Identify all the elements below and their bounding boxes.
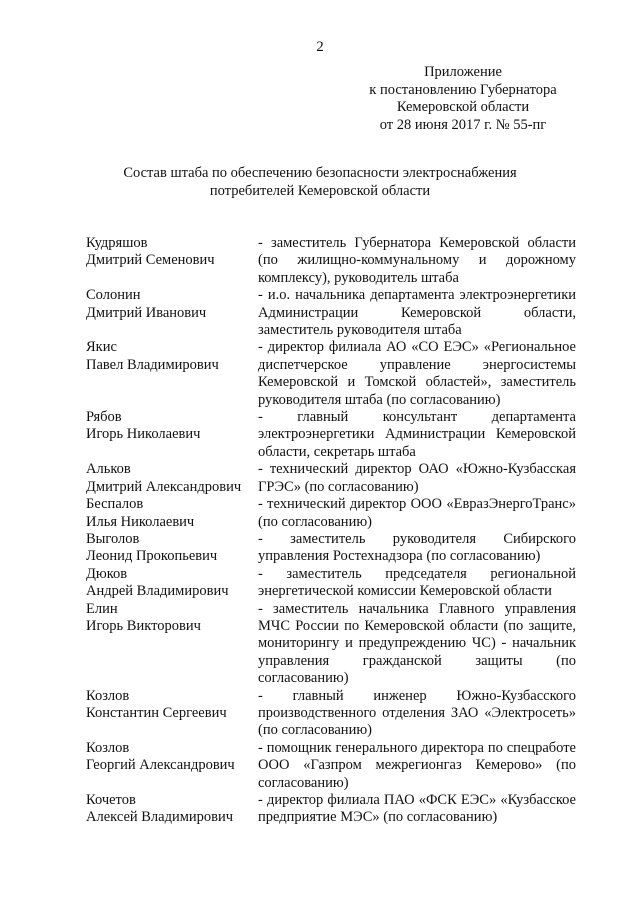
- member-entry: [86, 461, 576, 496]
- member-name: [86, 740, 258, 792]
- member-role: - и.о. начальника департамента электроэнергетики Администрации Кемеровской области, заместитель руководителя штаба: [258, 287, 576, 339]
- member-surname: Кочетов: [86, 792, 136, 808]
- member-name: [86, 601, 258, 688]
- appendix-line: от 28 июня 2017 г. № 55-пг: [379, 116, 547, 133]
- member-role: - технический директор ОАО «Южно-Кузбасская ГРЭС» (по согласованию): [258, 461, 576, 495]
- member-entry: [86, 287, 576, 339]
- title-line: Состав штаба по обеспечению безопасности электроснабжения: [123, 165, 517, 181]
- member-surname: Кудряшов: [86, 235, 148, 251]
- member-surname: Елин: [86, 600, 118, 617]
- member-given-name: Дмитрий Семенович: [86, 252, 215, 269]
- document-title: [90, 164, 550, 200]
- member-name: [86, 339, 258, 409]
- member-surname: Альков: [86, 461, 131, 478]
- member-given-name: Георгий Александрович: [86, 757, 235, 774]
- member-surname: Дюков: [86, 565, 128, 582]
- member-entry: [86, 601, 576, 688]
- member-entry: [86, 792, 576, 827]
- member-name: [86, 409, 258, 461]
- member-entry: [86, 409, 576, 461]
- member-surname: Выголов: [86, 530, 140, 547]
- member-surname: Рябов: [86, 409, 122, 426]
- title-line: потребителей Кемеровской области: [209, 183, 431, 199]
- member-surname: Солонин: [86, 287, 141, 304]
- member-role: - заместитель Губернатора Кемеровской области (по жилищно-коммунальному и дорожному комплексу), руководитель штаба: [258, 235, 576, 286]
- member-surname: Беспалов: [86, 496, 144, 513]
- member-given-name: Дмитрий Иванович: [86, 304, 207, 321]
- member-given-name: Андрей Владимирович: [86, 583, 229, 600]
- member-role: - заместитель председателя региональной энергетической комиссии Кемеровской области: [258, 565, 576, 600]
- member-name: [86, 496, 258, 531]
- member-name: [86, 235, 258, 287]
- member-surname: Якис: [86, 339, 117, 356]
- member-given-name: Дмитрий Александрович: [86, 478, 242, 495]
- member-name: [86, 287, 258, 339]
- member-name: [86, 688, 258, 740]
- appendix-header: [358, 64, 568, 134]
- member-role: - главный консультант департамента электроэнергетики Администрации Кемеровской области, секретарь штаба: [258, 409, 576, 460]
- member-given-name: Игорь Николаевич: [86, 426, 201, 443]
- member-name: [86, 531, 258, 566]
- member-entry: [86, 688, 576, 740]
- member-surname: Козлов: [86, 739, 130, 756]
- member-list: [86, 235, 576, 827]
- member-given-name: Павел Владимирович: [86, 356, 219, 373]
- member-name: [86, 566, 258, 601]
- member-given-name: Алексей Владимирович: [86, 809, 234, 826]
- appendix-line: Кемеровской области: [396, 99, 530, 115]
- member-role: - помощник генерального директора по спецработе ООО «Газпром межрегионгаз Кемерово» (по согласованию): [258, 739, 576, 791]
- member-entry: [86, 235, 576, 287]
- member-name: [86, 461, 258, 496]
- appendix-line: Приложение: [424, 64, 502, 80]
- member-entry: [86, 531, 576, 566]
- member-surname: Козлов: [86, 687, 130, 704]
- member-given-name: Леонид Прокопьевич: [86, 548, 218, 565]
- member-given-name: Илья Николаевич: [86, 513, 195, 530]
- member-entry: [86, 566, 576, 601]
- member-role: - директор филиала ПАО «ФСК ЕЭС» «Кузбасское предприятие МЭС» (по согласованию): [258, 792, 576, 826]
- member-role: - заместитель начальника Главного управления МЧС России по Кемеровской области (по защите, мониторингу и предупреждению ЧС) - начальник управления гражданской защиты (по согласованию): [258, 600, 576, 687]
- member-role: - главный инженер Южно-Кузбасского производственного отделения ЗАО «Электросеть» (по согласованию): [258, 687, 576, 739]
- member-given-name: Константин Сергеевич: [86, 704, 227, 721]
- member-entry: [86, 339, 576, 409]
- member-role: - технический директор ООО «ЕвразЭнергоТранс» (по согласованию): [258, 496, 576, 530]
- member-role: - директор филиала АО «СО ЕЭС» «Региональное диспетчерское управление энергосистемы Кемеровской и Томской областей», заместитель руководителя штаба (по согласованию): [258, 339, 576, 408]
- page-number: 2: [316, 39, 324, 55]
- member-entry: [86, 496, 576, 531]
- member-given-name: Игорь Викторович: [86, 617, 201, 634]
- member-name: [86, 792, 258, 827]
- appendix-line: к постановлению Губернатора: [369, 81, 557, 98]
- member-entry: [86, 740, 576, 792]
- member-role: - заместитель руководителя Сибирского управления Ростехнадзора (по согласованию): [258, 530, 576, 565]
